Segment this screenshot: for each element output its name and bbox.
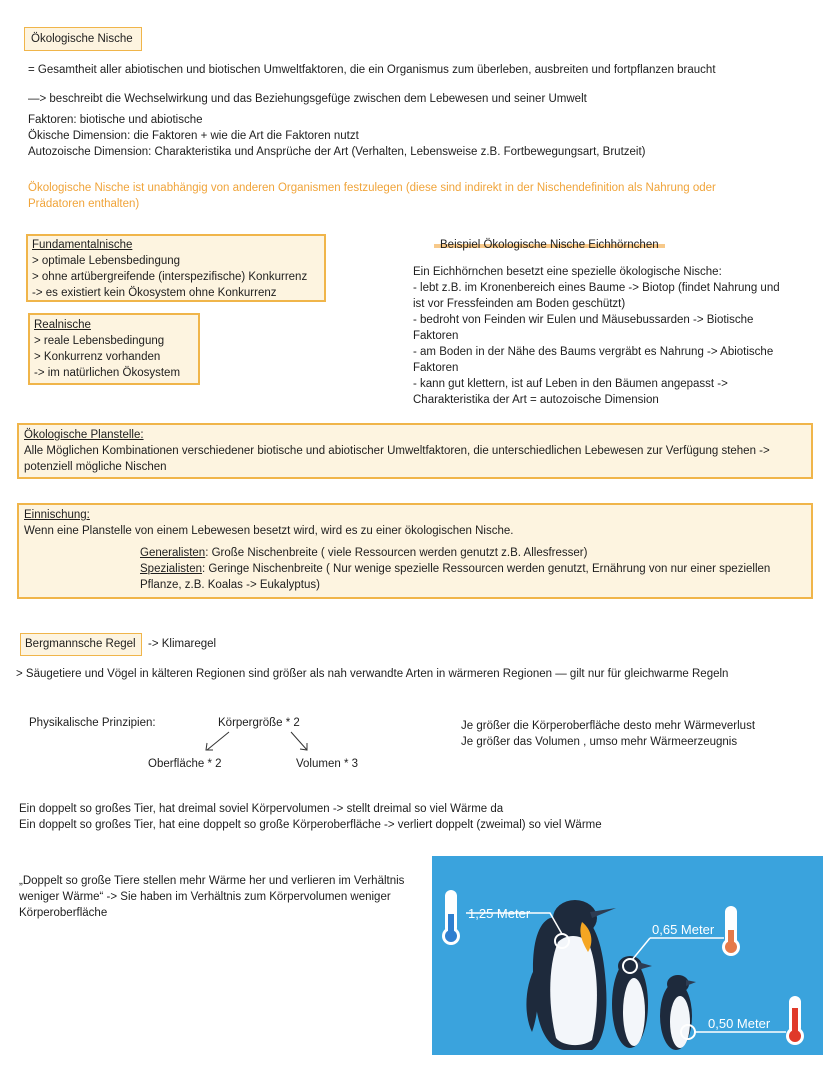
quote-line: Körperoberfläche bbox=[19, 907, 108, 919]
doppelt-block bbox=[19, 801, 602, 833]
fundamental-content bbox=[32, 237, 307, 301]
real-line: > Konkurrenz vorhanden bbox=[34, 351, 161, 363]
beispiel-line: - am Boden in der Nähe des Baums vergräbt es Nahrung -> Abiotische bbox=[413, 346, 774, 358]
beispiel-line: Faktoren bbox=[413, 362, 459, 374]
fundamental-line: > ohne artübergreifende (interspezifische) Konkurrenz bbox=[32, 271, 308, 283]
bergmann-rule: > Säugetiere und Vögel in kälteren Regionen sind größer als nah verwandte Arten in wärmeren Regionen — gilt nur für gleichwarme Regeln bbox=[16, 668, 729, 680]
physik-note-1: Je größer die Körperoberfläche desto mehr Wärmeverlust bbox=[461, 720, 756, 732]
real-content bbox=[34, 317, 180, 381]
physik-top: Körpergröße * 2 bbox=[218, 717, 300, 729]
fundamental-heading: Fundamentalnische bbox=[32, 239, 133, 251]
planstelle-line: potenziell mögliche Nischen bbox=[24, 461, 167, 473]
planstelle-heading: Ökologische Planstelle: bbox=[24, 429, 144, 441]
generalisten-label: Generalisten bbox=[140, 547, 206, 559]
physik-arrows bbox=[195, 728, 325, 758]
einnischung-heading: Einnischung: bbox=[24, 509, 90, 521]
beispiel-line: - bedroht von Feinden wir Eulen und Mäusebussarden -> Biotische bbox=[413, 314, 754, 326]
real-line: -> im natürlichen Ökosystem bbox=[34, 367, 181, 379]
real-heading: Realnische bbox=[34, 319, 91, 331]
orange-note-line: Prädatoren enthalten) bbox=[28, 198, 140, 210]
beispiel-line: Charakteristika der Art = autozoische Dimension bbox=[413, 394, 659, 406]
doppelt-line: Ein doppelt so großes Tier, hat dreimal soviel Körpervolumen -> stellt dreimal so viel Wärme da bbox=[19, 803, 504, 815]
definition-text: = Gesamtheit aller abiotischen und biotischen Umweltfaktoren, die ein Organismus zum überleben, ausbreiten und fortpflanzen braucht bbox=[28, 64, 716, 76]
physik-label: Physikalische Prinzipien: bbox=[29, 717, 156, 729]
einnischung-line: Wenn eine Planstelle von einem Lebewesen besetzt wird, wird es zu einer ökologischen Nische. bbox=[24, 525, 514, 537]
spezialisten-label: Spezialisten bbox=[140, 563, 203, 575]
faktoren-line: Faktoren: biotische und abiotische bbox=[28, 114, 203, 126]
fundamental-line: > optimale Lebensbedingung bbox=[32, 255, 181, 267]
beispiel-line: - kann gut klettern, ist auf Leben in den Bäumen angepasst -> bbox=[413, 378, 728, 390]
beispiel-heading-text: Beispiel Ökologische Nische Eichhörnchen bbox=[434, 239, 665, 251]
faktoren-line: Autozoische Dimension: Charakteristika und Ansprüche der Art (Verhalten, Lebensweise z.B. Fortbewegungsart, Brutzeit) bbox=[28, 146, 646, 158]
beispiel-line: Ein Eichhörnchen besetzt eine spezielle ökologische Nische: bbox=[413, 266, 722, 278]
generalisten-line bbox=[140, 545, 770, 561]
physik-right: Volumen * 3 bbox=[296, 758, 359, 770]
spezialisten-text: : Geringe Nischenbreite ( Nur wenige spezielle Ressourcen werden genutzt, Ernährung von nur einer speziellen bbox=[202, 563, 771, 575]
physik-left: Oberfläche * 2 bbox=[148, 758, 222, 770]
quote-block bbox=[19, 873, 404, 921]
doppelt-line: Ein doppelt so großes Tier, hat eine doppelt so große Körperoberfläche -> verliert doppelt (zweimal) so viel Wärme bbox=[19, 819, 602, 831]
orange-note bbox=[28, 180, 716, 212]
bergmann-heading: Bergmannsche Regel bbox=[25, 638, 136, 650]
quote-line: „Doppelt so große Tiere stellen mehr Wärme her und verlieren im Verhältnis bbox=[19, 875, 405, 887]
wechselwirkung-text: —> beschreibt die Wechselwirkung und das Beziehungsgefüge zwischen dem Lebewesen und seiner Umwelt bbox=[28, 93, 587, 105]
beispiel-line: - lebt z.B. im Kronenbereich eines Baume -> Biotop (findet Nahrung und bbox=[413, 282, 780, 294]
einnischung-content bbox=[24, 507, 513, 539]
planstelle-line: Alle Möglichen Kombinationen verschiedener biotische und abiotischer Umweltfaktoren, die unterschiedlichen Lebewesen zur Verfügung stehen -> bbox=[24, 445, 770, 457]
fundamental-line: -> es existiert kein Ökosystem ohne Konkurrenz bbox=[32, 287, 277, 299]
real-line: > reale Lebensbedingung bbox=[34, 335, 165, 347]
faktoren-block bbox=[28, 112, 646, 160]
spezialisten-line-2: Pflanze, z.B. Koalas -> Eukalyptus) bbox=[140, 579, 320, 591]
beispiel-line: Faktoren bbox=[413, 330, 459, 342]
generalisten-text: : Große Nischenbreite ( viele Ressourcen werden genutzt z.B. Allesfresser) bbox=[205, 547, 588, 559]
physik-note-2: Je größer das Volumen , umso mehr Wärmeerzeugnis bbox=[461, 736, 738, 748]
label-small-penguin: 0,50 Meter bbox=[708, 1016, 771, 1031]
orange-note-line: Ökologische Nische ist unabhängig von anderen Organismen festzulegen (diese sind indirekt in der Nischendefinition als Nahrung oder bbox=[28, 182, 716, 194]
label-medium-penguin: 0,65 Meter bbox=[652, 922, 715, 937]
page-title: Ökologische Nische bbox=[31, 33, 133, 45]
spezialisten-line bbox=[140, 561, 770, 577]
beispiel-heading bbox=[434, 237, 665, 253]
bergmann-arrow: -> Klimaregel bbox=[148, 638, 217, 650]
beispiel-content bbox=[413, 264, 780, 408]
beispiel-line: ist vor Fressfeinden am Boden geschützt) bbox=[413, 298, 626, 310]
planstelle-content bbox=[24, 427, 770, 475]
faktoren-line: Ökische Dimension: die Faktoren + wie die Art die Faktoren nutzt bbox=[28, 130, 359, 142]
quote-line: weniger Wärme“ -> Sie haben im Verhältnis zum Körpervolumen weniger bbox=[19, 891, 391, 903]
label-large-penguin: 1,25 Meter bbox=[468, 906, 531, 921]
generalisten-spezialisten bbox=[140, 545, 770, 593]
penguin-illustration bbox=[432, 856, 823, 1055]
